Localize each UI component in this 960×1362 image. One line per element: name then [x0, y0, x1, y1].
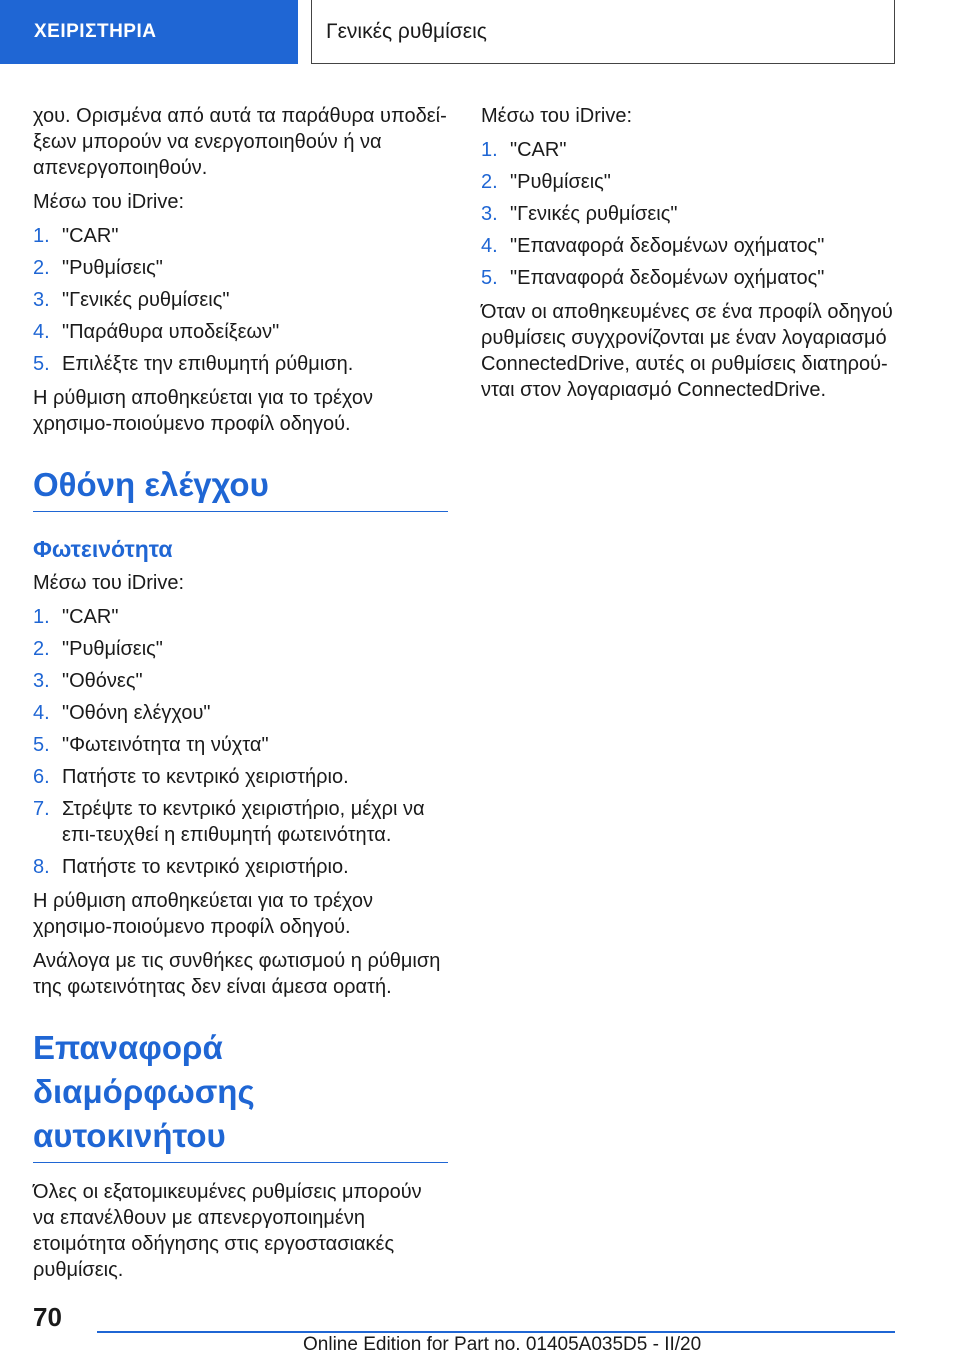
step-number: 2. [33, 638, 50, 660]
step-number: 4. [33, 321, 50, 343]
note-paragraph: Η ρύθμιση αποθηκεύεται για το τρέχον χρησιμο-ποιούμενο προφίλ οδηγού. [33, 890, 373, 938]
page-title [311, 0, 895, 64]
list-item [33, 700, 448, 726]
step-text: Πατήστε το κεντρικό χειριστήριο. [62, 856, 349, 878]
reset-paragraph: Όλες οι εξατομικευμένες ρυθμίσεις μπορούν να επανέλθουν με απενεργοποιημένη ετοιμότητα οδήγησης στις εργοστασιακές ρυθμίσεις. [33, 1181, 422, 1281]
step-number: 2. [33, 257, 50, 279]
step-text: "Γενικές ρυθμίσεις" [510, 203, 678, 225]
step-number: 4. [481, 235, 498, 257]
step-text: "Ρυθμίσεις" [62, 638, 163, 660]
step-number: 3. [481, 203, 498, 225]
step-number: 1. [33, 606, 50, 628]
idrive-path-label: Μέσω του iDrive: [481, 105, 632, 127]
step-text: "Φωτεινότητα τη νύχτα" [62, 734, 269, 756]
section-tab: ΧΕΙΡΙΣΤΗΡΙΑ [0, 0, 298, 64]
step-number: 5. [481, 267, 498, 289]
left-column [33, 103, 448, 1291]
step-number: 5. [33, 734, 50, 756]
section-heading-vehicle-reset: Επαναφορά διαμόρφωσης αυτοκινήτου [33, 1026, 448, 1163]
list-item [33, 604, 448, 630]
step-number: 5. [33, 353, 50, 375]
steps-list [33, 223, 448, 377]
step-text: "Επαναφορά δεδομένων οχήματος" [510, 235, 825, 257]
step-number: 8. [33, 856, 50, 878]
list-item [33, 854, 448, 880]
list-item [481, 201, 901, 227]
step-number: 6. [33, 766, 50, 788]
step-text: "Γενικές ρυθμίσεις" [62, 289, 230, 311]
page-number: 70 [33, 1302, 62, 1332]
list-item [481, 137, 901, 163]
step-text: "Οθόνες" [62, 670, 143, 692]
subsection-heading-brightness: Φωτεινότητα [33, 536, 173, 562]
step-text: "Οθόνη ελέγχου" [62, 702, 211, 724]
section-heading-control-display: Οθόνη ελέγχου [33, 463, 448, 512]
step-text: Πατήστε το κεντρικό χειριστήριο. [62, 766, 349, 788]
list-item [33, 319, 448, 345]
list-item [33, 223, 448, 249]
step-text: "CAR" [62, 606, 119, 628]
list-item [33, 255, 448, 281]
step-text: "Ρυθμίσεις" [510, 171, 611, 193]
list-item [481, 233, 901, 259]
edition-footer: Online Edition for Part no. 01405A035D5 - II/20 [303, 1334, 702, 1355]
right-column [481, 103, 901, 411]
step-text: "Επαναφορά δεδομένων οχήματος" [510, 267, 825, 289]
step-text: Επιλέξτε την επιθυμητή ρύθμιση. [62, 353, 354, 375]
list-item [33, 764, 448, 790]
step-text: "Παράθυρα υποδείξεων" [62, 321, 280, 343]
list-item [33, 796, 448, 848]
note-paragraph: Ανάλογα με τις συνθήκες φωτισμού η ρύθμιση της φωτεινότητας δεν είναι άμεσα ορατή. [33, 950, 441, 998]
list-item [33, 351, 448, 377]
step-number: 4. [33, 702, 50, 724]
page-title-text: Γενικές ρυθμίσεις [326, 19, 487, 43]
step-number: 1. [481, 139, 498, 161]
steps-list [33, 604, 448, 880]
steps-list [481, 137, 901, 291]
step-number: 7. [33, 798, 50, 820]
step-text: "CAR" [510, 139, 567, 161]
list-item [481, 265, 901, 291]
note-paragraph: Η ρύθμιση αποθηκεύεται για το τρέχον χρησιμο-ποιούμενο προφίλ οδηγού. [33, 387, 373, 435]
step-number: 1. [33, 225, 50, 247]
list-item [33, 668, 448, 694]
idrive-path-label: Μέσω του iDrive: [33, 191, 184, 213]
note-paragraph: Όταν οι αποθηκευμένες σε ένα προφίλ οδηγού ρυθμίσεις συγχρονίζονται με έναν λογαριασμό ConnectedDrive, αυτές οι ρυθμίσεις διατηρού-νται στον λογαριασμό ConnectedDrive. [481, 301, 893, 401]
step-text: Στρέψτε το κεντρικό χειριστήριο, μέχρι να επι-τευχθεί η επιθυμητή φωτεινότητα. [62, 798, 425, 846]
step-number: 2. [481, 171, 498, 193]
step-text: "CAR" [62, 225, 119, 247]
list-item [33, 287, 448, 313]
list-item [481, 169, 901, 195]
step-number: 3. [33, 289, 50, 311]
list-item [33, 732, 448, 758]
step-number: 3. [33, 670, 50, 692]
intro-paragraph: χου. Ορισμένα από αυτά τα παράθυρα υποδεί-ξεων μπορούν να ενεργοποιηθούν ή να απενεργοποιηθούν. [33, 105, 447, 179]
idrive-path-label: Μέσω του iDrive: [33, 572, 184, 594]
step-text: "Ρυθμίσεις" [62, 257, 163, 279]
footer-divider [97, 1331, 895, 1333]
list-item [33, 636, 448, 662]
